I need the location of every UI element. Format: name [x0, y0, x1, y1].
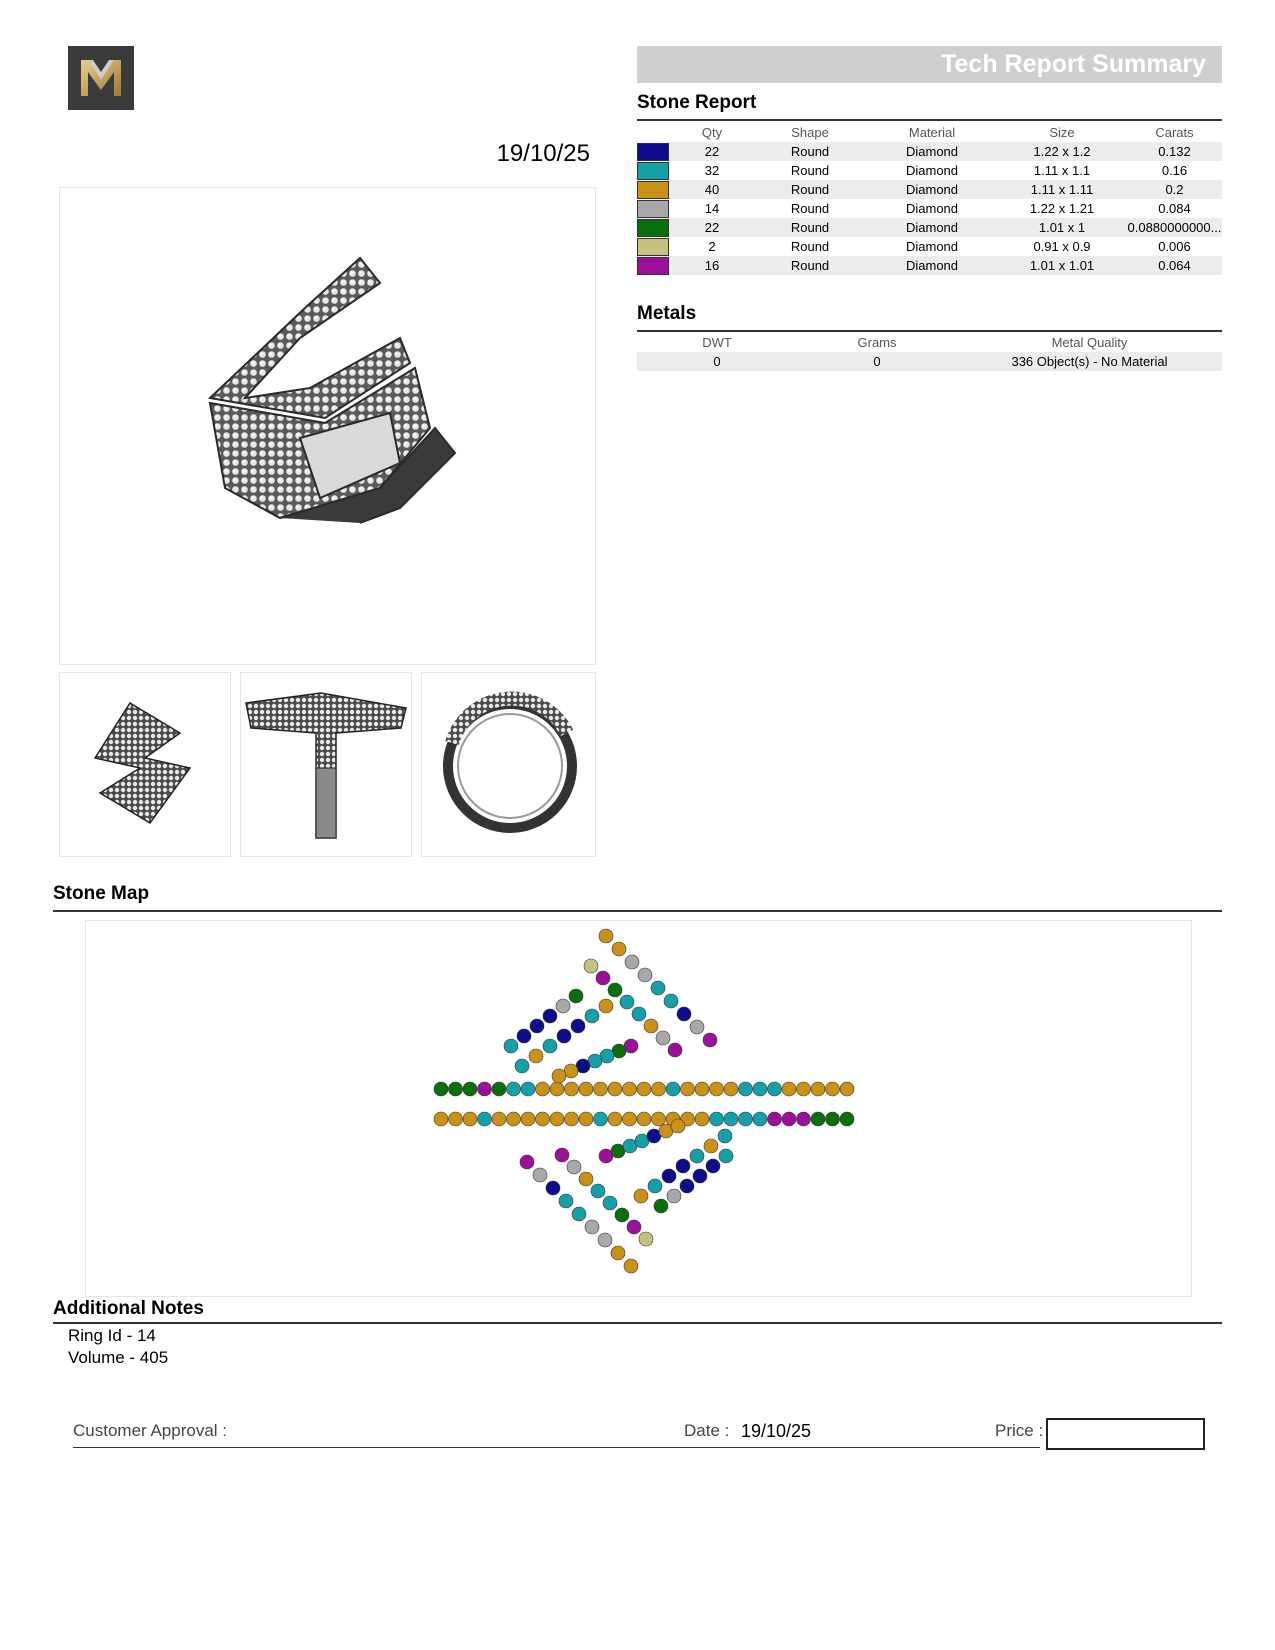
stone-dot — [644, 1019, 658, 1033]
table-row — [637, 218, 1222, 237]
stone-dot — [536, 1082, 550, 1096]
shape-cell: Round — [753, 218, 867, 237]
stone-dot — [536, 1112, 550, 1126]
qty-cell: 14 — [704, 201, 720, 216]
column-header: Shape — [791, 124, 829, 140]
column-header: Qty — [701, 124, 723, 140]
color-swatch — [637, 238, 669, 256]
stone-dot — [656, 1031, 670, 1045]
stone-dot — [565, 1112, 579, 1126]
thumbnail-top-view — [59, 672, 231, 857]
stone-dot — [680, 1179, 694, 1193]
stone-dot — [719, 1149, 733, 1163]
carats-cell: 0.064 — [1127, 256, 1222, 275]
stone-dot — [559, 1194, 573, 1208]
stone-dot — [520, 1155, 534, 1169]
column-header: Grams — [857, 334, 897, 350]
stone-dot — [677, 1007, 691, 1021]
size-cell: 1.01 x 1.01 — [997, 256, 1127, 275]
stone-dot — [569, 989, 583, 1003]
stone-dot — [639, 1232, 653, 1246]
stone-dot — [704, 1139, 718, 1153]
column-header: Size — [1049, 124, 1075, 140]
stone-dot — [434, 1112, 448, 1126]
stone-dot — [507, 1112, 521, 1126]
metals-header-row — [637, 332, 1222, 352]
stone-dot — [797, 1112, 811, 1126]
stone-dot — [521, 1112, 535, 1126]
stone-dot — [623, 1082, 637, 1096]
carats-cell: 0.084 — [1158, 201, 1191, 216]
stone-map-diagram — [86, 921, 1191, 1296]
stone-dot — [668, 1043, 682, 1057]
material-cell: Diamond — [867, 218, 997, 237]
material-cell: Diamond — [867, 180, 997, 199]
stone-dot — [579, 1082, 593, 1096]
stone-dot — [706, 1159, 720, 1173]
stone-dot — [667, 1189, 681, 1203]
stone-dot — [666, 1082, 680, 1096]
color-swatch — [637, 143, 669, 161]
stone-dot — [811, 1082, 825, 1096]
swatch-column-header — [637, 122, 671, 142]
note-line: Volume - 405 — [68, 1348, 169, 1367]
stone-dot — [652, 1112, 666, 1126]
stone-dot — [651, 981, 665, 995]
table-row — [637, 180, 1222, 199]
column-header: Carats — [1155, 124, 1194, 140]
stone-dot — [739, 1112, 753, 1126]
stone-dot — [768, 1082, 782, 1096]
ring-render-image — [60, 188, 595, 664]
metals-heading: Metals — [637, 303, 697, 324]
stone-dot — [543, 1009, 557, 1023]
stone-report-table — [637, 122, 1222, 275]
column-header: Metal Quality — [1051, 334, 1128, 350]
stone-dot — [608, 1112, 622, 1126]
thumbnail-side-view — [240, 672, 412, 857]
stone-dot — [664, 994, 678, 1008]
customer-approval-label: Customer Approval : — [73, 1421, 228, 1440]
stone-dot — [620, 995, 634, 1009]
stone-dot — [611, 1246, 625, 1260]
stone-dot — [623, 1112, 637, 1126]
stone-dot — [695, 1082, 709, 1096]
notes-body — [68, 1325, 168, 1369]
report-date: 19/10/25 — [496, 140, 590, 167]
stone-dot — [565, 1082, 579, 1096]
stone-dot — [567, 1160, 581, 1174]
table-row — [637, 256, 1222, 275]
table-row — [637, 142, 1222, 161]
carats-cell: 0.132 — [1127, 142, 1222, 161]
stone-dot — [594, 1112, 608, 1126]
stone-dot — [625, 955, 639, 969]
approval-date-value: 19/10/25 — [741, 1421, 812, 1441]
stone-map-rule — [53, 910, 1222, 912]
stone-dot — [599, 929, 613, 943]
stone-dot — [515, 1059, 529, 1073]
stone-dot — [579, 1112, 593, 1126]
material-cell: Diamond — [905, 163, 959, 178]
table-row — [637, 199, 1222, 218]
size-cell: 1.22 x 1.21 — [1029, 201, 1095, 216]
stone-report-heading: Stone Report — [637, 92, 757, 113]
stone-dot — [596, 971, 610, 985]
stone-dot — [550, 1082, 564, 1096]
metal-quality-cell: 336 Object(s) - No Material — [957, 352, 1222, 371]
stone-dot — [627, 1220, 641, 1234]
stone-dot — [654, 1199, 668, 1213]
qty-cell: 40 — [671, 180, 753, 199]
shape-cell: Round — [753, 180, 867, 199]
qty-cell: 32 — [704, 163, 720, 178]
brand-logo — [68, 46, 134, 110]
stone-dot — [434, 1082, 448, 1096]
stone-dot — [695, 1112, 709, 1126]
stone-dot — [529, 1049, 543, 1063]
stone-dot — [594, 1082, 608, 1096]
stone-map-frame — [85, 920, 1192, 1297]
qty-cell: 22 — [671, 218, 753, 237]
stone-dot — [555, 1148, 569, 1162]
stone-dot — [507, 1082, 521, 1096]
carats-cell: 0.2 — [1127, 180, 1222, 199]
shape-cell: Round — [790, 239, 830, 254]
ring-side-view-image — [241, 673, 411, 856]
stone-dot — [492, 1112, 506, 1126]
stone-dot — [533, 1168, 547, 1182]
table-row — [637, 161, 1222, 180]
ring-top-view-image — [60, 673, 230, 856]
stone-dot — [550, 1112, 564, 1126]
stone-dot — [478, 1082, 492, 1096]
stone-dot — [826, 1082, 840, 1096]
stone-dot — [739, 1082, 753, 1096]
qty-cell: 16 — [671, 256, 753, 275]
color-swatch — [637, 162, 669, 180]
stone-dot — [632, 1007, 646, 1021]
stone-dot — [724, 1112, 738, 1126]
shape-cell: Round — [790, 163, 830, 178]
stone-dot — [530, 1019, 544, 1033]
notes-rule — [53, 1322, 1222, 1324]
carats-cell: 0.16 — [1161, 163, 1188, 178]
stone-dot — [662, 1169, 676, 1183]
stone-dot — [840, 1082, 854, 1096]
stone-dot — [690, 1020, 704, 1034]
stone-report-header-row — [637, 122, 1222, 142]
stone-dot — [557, 1029, 571, 1043]
stone-dot — [648, 1179, 662, 1193]
stone-dot — [671, 1119, 685, 1133]
stone-dot — [782, 1112, 796, 1126]
metals-table — [637, 332, 1222, 371]
size-cell: 0.91 x 0.9 — [1033, 239, 1091, 254]
shape-cell: Round — [753, 256, 867, 275]
qty-cell: 2 — [708, 239, 716, 254]
stone-dot — [710, 1112, 724, 1126]
stone-dot — [463, 1082, 477, 1096]
carats-cell: 0.006 — [1158, 239, 1191, 254]
price-input[interactable] — [1046, 1418, 1205, 1450]
stone-dot — [690, 1149, 704, 1163]
stone-dot — [676, 1159, 690, 1173]
stone-dot — [634, 1189, 648, 1203]
column-header: Material — [908, 124, 956, 140]
stone-dot — [552, 1069, 566, 1083]
stone-dot — [681, 1082, 695, 1096]
stone-dot — [579, 1172, 593, 1186]
shape-cell: Round — [753, 142, 867, 161]
stone-dot — [768, 1112, 782, 1126]
stone-dot — [521, 1082, 535, 1096]
stone-dot — [840, 1112, 854, 1126]
stone-dot — [782, 1082, 796, 1096]
stone-dot — [753, 1112, 767, 1126]
date-label: Date : — [684, 1421, 730, 1440]
stone-dot — [612, 942, 626, 956]
report-title: Tech Report Summary — [941, 50, 1206, 78]
ring-front-view-image — [422, 673, 595, 856]
main-render-frame — [59, 187, 596, 665]
material-cell: Diamond — [905, 201, 959, 216]
stone-dot — [826, 1112, 840, 1126]
stone-dot — [585, 1009, 599, 1023]
thumbnail-front-view — [421, 672, 596, 857]
price-label: Price : — [995, 1421, 1044, 1440]
stone-dot — [543, 1039, 557, 1053]
note-line: Ring Id - 14 — [68, 1326, 156, 1345]
stone-dot — [591, 1184, 605, 1198]
stone-map-heading: Stone Map — [53, 883, 150, 904]
stone-dot — [585, 1220, 599, 1234]
stone-dot — [463, 1112, 477, 1126]
stone-dot — [624, 1259, 638, 1273]
material-cell: Diamond — [867, 256, 997, 275]
dwt-cell: 0 — [637, 352, 797, 371]
stone-dot — [608, 1082, 622, 1096]
stone-dot — [517, 1029, 531, 1043]
stone-dot — [710, 1082, 724, 1096]
title-bar — [637, 46, 1222, 83]
stone-dot — [811, 1112, 825, 1126]
color-swatch — [637, 219, 669, 237]
stone-dot — [504, 1039, 518, 1053]
stone-dot — [718, 1129, 732, 1143]
stone-dot — [753, 1082, 767, 1096]
shape-cell: Round — [790, 201, 830, 216]
stone-dot — [637, 1112, 651, 1126]
qty-cell: 22 — [671, 142, 753, 161]
stone-dot — [546, 1181, 560, 1195]
stone-dot — [724, 1082, 738, 1096]
stone-dot — [556, 999, 570, 1013]
stone-dot — [693, 1169, 707, 1183]
approval-signature-line — [73, 1447, 1040, 1448]
stone-dot — [603, 1196, 617, 1210]
stone-dot — [492, 1082, 506, 1096]
stone-dot — [637, 1082, 651, 1096]
stone-dot — [652, 1082, 666, 1096]
stone-dot — [572, 1207, 586, 1221]
table-row — [637, 352, 1222, 371]
additional-notes-heading: Additional Notes — [53, 1298, 204, 1319]
material-cell: Diamond — [905, 239, 959, 254]
stone-dot — [797, 1082, 811, 1096]
stone-dot — [608, 983, 622, 997]
stone-dot — [598, 1233, 612, 1247]
column-header: DWT — [702, 334, 732, 350]
color-swatch — [637, 200, 669, 218]
stone-dot — [615, 1208, 629, 1222]
stone-dot — [478, 1112, 492, 1126]
stone-dot — [703, 1033, 717, 1047]
color-swatch — [637, 257, 669, 275]
carats-cell: 0.0880000000... — [1127, 220, 1222, 235]
stone-dot — [638, 968, 652, 982]
size-cell: 1.22 x 1.2 — [997, 142, 1127, 161]
table-row — [637, 237, 1222, 256]
size-cell: 1.01 x 1 — [997, 218, 1127, 237]
stone-dot — [599, 999, 613, 1013]
logo-m-icon — [79, 58, 123, 98]
color-swatch — [637, 181, 669, 199]
material-cell: Diamond — [867, 142, 997, 161]
stone-dot — [571, 1019, 585, 1033]
stone-dot — [449, 1112, 463, 1126]
grams-cell: 0 — [797, 352, 957, 371]
size-cell: 1.11 x 1.1 — [1033, 163, 1091, 178]
stone-dot — [584, 959, 598, 973]
stone-report-rule — [637, 119, 1222, 121]
stone-dot — [449, 1082, 463, 1096]
size-cell: 1.11 x 1.11 — [997, 180, 1127, 199]
